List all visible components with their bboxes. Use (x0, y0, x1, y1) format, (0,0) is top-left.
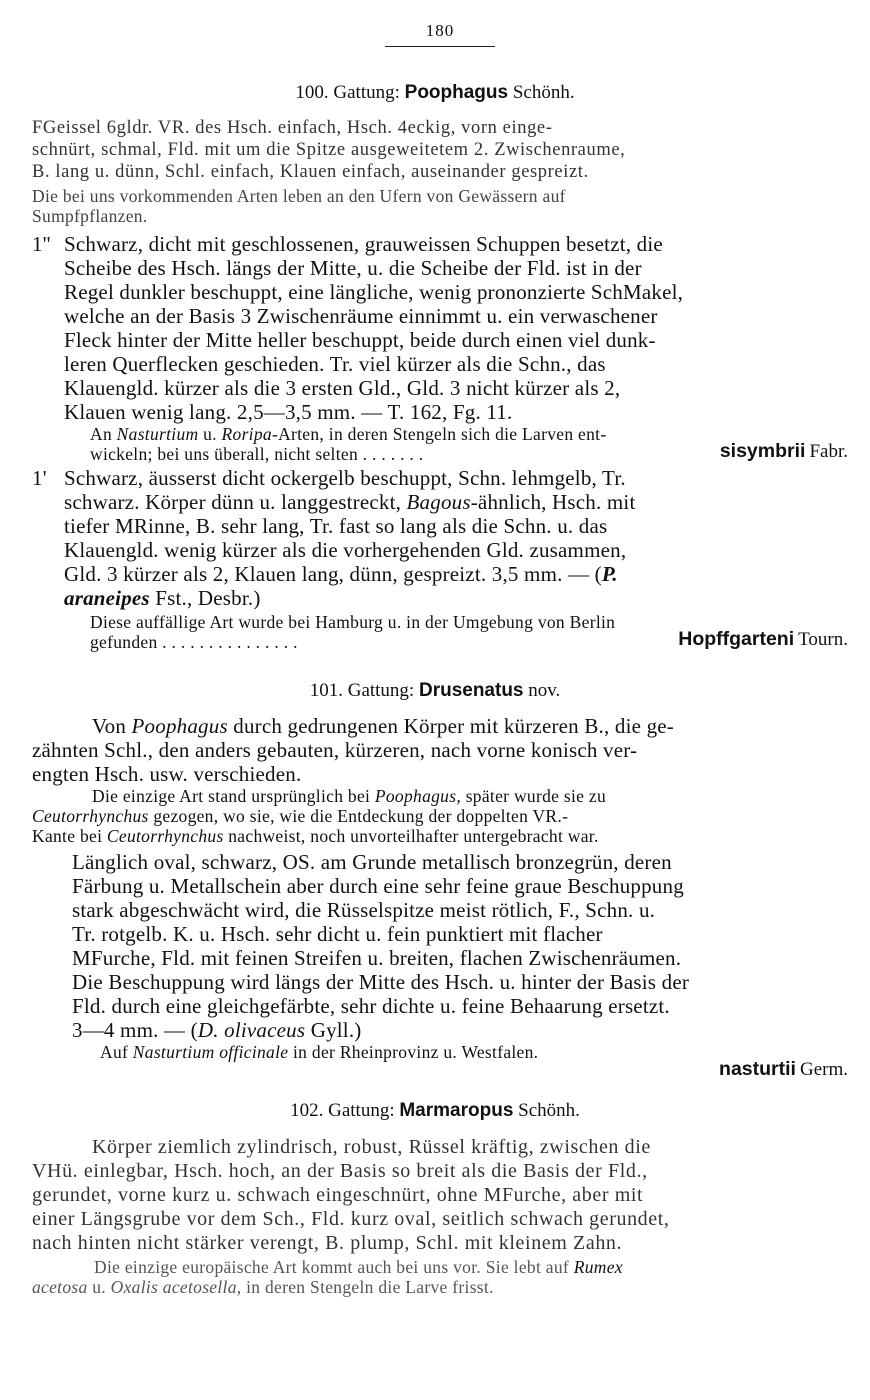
text-run: 3—4 mm. — ( (72, 1018, 198, 1042)
species-epithet: sisymbrii (719, 440, 806, 462)
text-line: MFurche, Fld. mit feinen Streifen u. breiten, flachen Zwischenräumen. (72, 946, 682, 970)
habitat-note (94, 1257, 623, 1278)
text-line: Fld. durch eine gleichgefärbte, sehr dichte u. feine Behaarung ersetzt. (72, 994, 670, 1018)
text-line (92, 714, 674, 739)
text-run: u. (87, 1277, 111, 1297)
history-note (92, 786, 606, 807)
genus-name: Drusenatus (418, 680, 524, 701)
text-line: Klauengld. kürzer als die 3 ersten Gld., Gld. 3 nicht kürzer als 2, (64, 376, 621, 400)
plant-name: Roripa (221, 424, 272, 444)
text-run: Auf (100, 1042, 133, 1062)
species-author: Germ. (799, 1059, 848, 1080)
habitat-note: wickeln; bei uns überall, nicht selten . . . . . . . (90, 444, 424, 464)
species-name-nasturtii (719, 1058, 848, 1081)
text-run: durch gedrungenen Körper mit kürzeren B., die ge- (227, 714, 674, 738)
text-line: Die Beschuppung wird längs der Mitte des Hsch. u. hinter der Basis der (72, 970, 690, 994)
text-run: u. (198, 424, 222, 444)
genus-author: nov. (528, 680, 561, 701)
plant-name: Nasturtium (116, 424, 199, 444)
habitat-note (90, 424, 606, 445)
text-line: Schwarz, dicht mit geschlossenen, grauweissen Schuppen besetzt, die (64, 232, 663, 256)
habitat-note: gefunden . . . . . . . . . . . . . . . (90, 632, 298, 652)
text-line: B. lang u. dünn, Schl. einfach, Klauen einfach, auseinander gespreizt. (32, 162, 589, 182)
species-name-hopffgarteni (678, 628, 848, 651)
plant-name: acetosa (32, 1277, 88, 1297)
text-run: später wurde sie zu (461, 786, 606, 806)
history-note (32, 826, 599, 847)
species-epithet: Hopffgarteni (678, 628, 795, 650)
genus-reference: Ceutorrhynchus (32, 806, 149, 826)
text-run: nachweist, noch unvorteilhafter untergebracht war. (223, 826, 599, 846)
genus-heading-marmaropus (0, 1100, 870, 1122)
species-name-sisymbrii (720, 440, 848, 463)
text-line: Klauen wenig lang. 2,5—3,5 mm. — T. 162, Fg. 11. (64, 400, 513, 424)
text-line: engten Hsch. usw. verschieden. (32, 762, 302, 786)
text-line (72, 1018, 361, 1043)
text-line: Scheibe des Hsch. längs der Mitte, u. die Scheibe der Fld. ist in der (64, 256, 642, 280)
text-line: FGeissel 6gldr. VR. des Hsch. einfach, Hsch. 4eckig, vorn einge- (32, 118, 553, 138)
text-run: Kante bei (32, 826, 107, 846)
text-line (64, 490, 636, 515)
text-line: Länglich oval, schwarz, OS. am Grunde metallisch bronzegrün, deren (72, 850, 672, 874)
text-run: -ähnlich, Hsch. mit (470, 490, 636, 514)
text-run: Die einzige Art stand ursprünglich bei (92, 786, 375, 806)
text-line: Fleck hinter der Mitte heller beschuppt, beide durch einen viel dunk- (64, 328, 656, 352)
text-line: Körper ziemlich zylindrisch, robust, Rüssel kräftig, zwischen die (92, 1136, 651, 1158)
text-line: Schwarz, äusserst dicht ockergelb beschuppt, Schn. lehmgelb, Tr. (64, 466, 626, 490)
genus-reference: Poophagus (131, 714, 228, 738)
text-line: gerundet, vorne kurz u. schwach eingeschnürt, ohne MFurche, aber mit (32, 1184, 644, 1206)
text-run: Gld. 3 kürzer als 2, Klauen lang, dünn, gespreizt. 3,5 mm. — ( (64, 562, 602, 586)
synonym-epithet: araneipes (64, 586, 150, 610)
history-note (32, 806, 568, 827)
genus-heading-drusenatus (0, 680, 870, 702)
heading-prefix: 100. Gattung: (295, 82, 400, 103)
text-line: zähnten Schl., den anders gebauten, kürzeren, nach vorne konisch ver- (32, 738, 638, 762)
page-number-rule (385, 46, 495, 47)
text-run: Von (92, 714, 132, 738)
species-author: Fabr. (809, 441, 848, 462)
genus-name: Poophagus (404, 82, 509, 103)
habitat-note: Sumpfpflanzen. (32, 206, 148, 226)
synonym-name: D. olivaceus (197, 1018, 306, 1042)
habitat-note (100, 1042, 538, 1063)
habitat-note (32, 1277, 494, 1298)
text-run: in deren Stengeln die Larve frisst. (241, 1277, 494, 1297)
genus-name: Marmaropus (399, 1100, 514, 1121)
couplet-marker: 1' (32, 466, 47, 490)
text-run: -Arten, in deren Stengeln sich die Larven ent- (271, 424, 607, 444)
text-line: welche an der Basis 3 Zwischenräume einnimmt u. ein verwaschener (64, 304, 658, 328)
text-line: Färbung u. Metallschein aber durch eine sehr feine graue Beschuppung (72, 874, 684, 898)
synonym-genus: P. (601, 562, 618, 586)
heading-prefix: 101. Gattung: (309, 680, 415, 701)
plant-name: Rumex (573, 1257, 623, 1277)
text-line: Tr. rotgelb. K. u. Hsch. sehr dicht u. fein punktiert mit flacher (72, 922, 603, 946)
text-run: in der Rheinprovinz u. Westfalen. (288, 1042, 539, 1062)
habitat-note: Die bei uns vorkommenden Arten leben an den Ufern von Gewässern auf (32, 186, 566, 206)
text-line: einer Längsgrube vor dem Sch., Fld. kurz oval, seitlich schwach gerundet, (32, 1208, 670, 1230)
couplet-marker: 1'' (32, 232, 51, 256)
text-run: An (90, 424, 117, 444)
text-line: tiefer MRinne, B. sehr lang, Tr. fast so lang als die Schn. u. das (64, 514, 608, 538)
text-line: VHü. einlegbar, Hsch. hoch, an der Basis so breit als die Basis der Fld., (32, 1160, 648, 1182)
habitat-note: Diese auffällige Art wurde bei Hamburg u. in der Umgebung von Berlin (90, 612, 616, 632)
genus-reference: Poophagus, (374, 786, 462, 806)
genus-author: Schönh. (512, 82, 575, 103)
text-line: schnürt, schmal, Fld. mit um die Spitze ausgeweitetem 2. Zwischenraume, (32, 140, 626, 160)
text-run: schwarz. Körper dünn u. langgestreckt, (64, 490, 407, 514)
genus-reference: Bagous (406, 490, 471, 514)
species-author: Tourn. (798, 629, 848, 650)
text-line: Klauengld. wenig kürzer als die vorhergehenden Gld. zusammen, (64, 538, 627, 562)
genus-reference: Ceutorrhynchus (106, 826, 224, 846)
text-line: stark abgeschwächt wird, die Rüsselspitze meist rötlich, F., Schn. u. (72, 898, 656, 922)
page-number: 180 (425, 21, 455, 40)
text-line (64, 562, 618, 587)
heading-prefix: 102. Gattung: (290, 1100, 395, 1121)
plant-name: Oxalis acetosella, (110, 1277, 242, 1297)
species-epithet: nasturtii (719, 1058, 796, 1080)
genus-author: Schönh. (518, 1100, 580, 1121)
text-run: gezogen, wo sie, wie die Entdeckung der doppelten VR.- (148, 806, 569, 826)
genus-heading-poophagus (0, 82, 870, 104)
plant-name: Nasturtium officinale (132, 1042, 289, 1062)
text-line: leren Querflecken geschieden. Tr. viel kürzer als die Schn., das (64, 352, 606, 376)
text-run: Die einzige europäische Art kommt auch bei uns vor. Sie lebt auf (94, 1257, 574, 1277)
text-line: nach hinten nicht stärker verengt, B. plump, Schl. mit kleinem Zahn. (32, 1232, 623, 1254)
text-run: Gyll.) (305, 1018, 362, 1042)
text-line (64, 586, 261, 611)
text-line: Regel dunkler beschuppt, eine längliche, wenig prononzierte SchMakel, (64, 280, 684, 304)
text-run: Fst., Desbr.) (149, 586, 261, 610)
